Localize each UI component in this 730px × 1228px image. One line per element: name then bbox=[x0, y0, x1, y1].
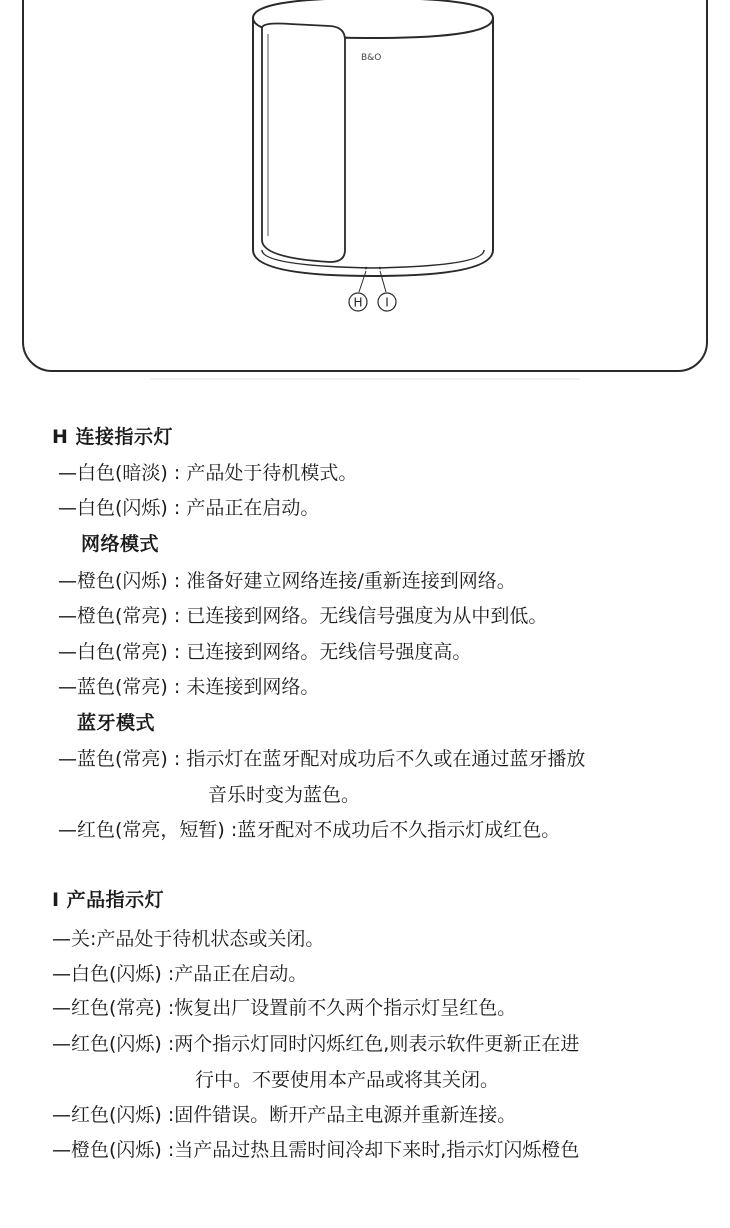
state-description: 产品正在启动。 bbox=[186, 497, 320, 519]
state-description: 已连接到网络。无线信号强度高。 bbox=[186, 641, 472, 663]
state-description: 产品正在启动。 bbox=[174, 963, 308, 985]
dash: — bbox=[58, 570, 77, 592]
indicator-h-dot bbox=[365, 267, 368, 270]
state-label: 红色(常亮) bbox=[71, 997, 162, 1019]
separator: : bbox=[224, 819, 238, 841]
state-label: 红色(常亮，短暂) bbox=[77, 819, 225, 841]
state-label: 红色(闪烁) bbox=[71, 1033, 162, 1055]
separator: : bbox=[167, 462, 187, 484]
list-item bbox=[52, 993, 516, 1020]
list-item bbox=[52, 1029, 579, 1056]
section-i-title: I 产品指示灯 bbox=[52, 889, 165, 911]
separator: : bbox=[161, 1139, 175, 1161]
separator: : bbox=[167, 497, 187, 519]
dash: — bbox=[58, 676, 77, 698]
state-description: 恢复出厂设置前不久两个指示灯呈红色。 bbox=[174, 997, 517, 1019]
state-label: 白色(闪烁) bbox=[71, 963, 162, 985]
list-item bbox=[52, 959, 307, 986]
callout-i-label: I bbox=[385, 295, 389, 310]
state-label: 蓝色(常亮) bbox=[77, 748, 168, 770]
dash: — bbox=[52, 1139, 71, 1161]
state-description: 准备好建立网络连接/重新连接到网络。 bbox=[186, 570, 516, 592]
separator: : bbox=[90, 928, 97, 950]
state-description: 当产品过热且需时间冷却下来时,指示灯闪烁橙色 bbox=[174, 1139, 580, 1161]
list-item bbox=[58, 601, 547, 628]
state-label: 橙色(闪烁) bbox=[71, 1139, 162, 1161]
bluetooth-mode-title: 蓝牙模式 bbox=[77, 712, 156, 734]
list-item-continuation bbox=[208, 780, 360, 807]
state-label: 橙色(闪烁) bbox=[77, 570, 168, 592]
dash: — bbox=[58, 748, 77, 770]
list-item bbox=[58, 815, 560, 842]
list-item bbox=[58, 566, 516, 593]
state-label: 红色(闪烁) bbox=[71, 1104, 162, 1126]
state-label: 白色(常亮) bbox=[77, 641, 168, 663]
state-description: 蓝牙配对不成功后不久指示灯成红色。 bbox=[237, 819, 561, 841]
list-item bbox=[58, 493, 319, 520]
dash: — bbox=[58, 819, 77, 841]
state-description: 未连接到网络。 bbox=[186, 676, 320, 698]
dash: — bbox=[52, 997, 71, 1019]
separator: : bbox=[161, 963, 175, 985]
state-label: 关 bbox=[71, 928, 91, 950]
separator: : bbox=[161, 997, 175, 1019]
list-item bbox=[58, 637, 471, 664]
list-item bbox=[52, 924, 324, 951]
dash: — bbox=[58, 497, 77, 519]
divider bbox=[150, 378, 580, 380]
dash: — bbox=[58, 605, 77, 627]
network-mode-title: 网络模式 bbox=[81, 533, 160, 555]
separator: : bbox=[167, 570, 187, 592]
speaker-illustration bbox=[0, 0, 730, 380]
state-description-cont: 行中。不要使用本产品或将其关闭。 bbox=[195, 1069, 500, 1091]
callout-h-label: H bbox=[353, 295, 363, 310]
state-label: 白色(暗淡) bbox=[77, 462, 168, 484]
indicator-i-dot bbox=[379, 267, 382, 270]
separator: : bbox=[167, 748, 187, 770]
list-item bbox=[58, 458, 357, 485]
list-item-continuation bbox=[195, 1065, 499, 1092]
state-description: 已连接到网络。无线信号强度为从中到低。 bbox=[186, 605, 548, 627]
dash: — bbox=[52, 1104, 71, 1126]
state-label: 蓝色(常亮) bbox=[77, 676, 168, 698]
speaker-front-panel bbox=[262, 24, 345, 263]
dash: — bbox=[58, 641, 77, 663]
brand-logo: B&O bbox=[361, 53, 382, 63]
state-label: 白色(闪烁) bbox=[77, 497, 168, 519]
dash: — bbox=[52, 928, 71, 950]
separator: : bbox=[161, 1104, 175, 1126]
state-label: 橙色(常亮) bbox=[77, 605, 168, 627]
state-description: 指示灯在蓝牙配对成功后不久或在通过蓝牙播放 bbox=[186, 748, 586, 770]
state-description-cont: 音乐时变为蓝色。 bbox=[208, 784, 361, 806]
dash: — bbox=[58, 462, 77, 484]
list-item bbox=[58, 744, 585, 771]
state-description: 两个指示灯同时闪烁红色,则表示软件更新正在进 bbox=[174, 1033, 580, 1055]
state-description: 产品处于待机模式。 bbox=[186, 462, 358, 484]
state-description: 固件错误。断开产品主电源并重新连接。 bbox=[174, 1104, 517, 1126]
separator: : bbox=[167, 641, 187, 663]
dash: — bbox=[52, 963, 71, 985]
state-description: 产品处于待机状态或关闭。 bbox=[96, 928, 325, 950]
separator: : bbox=[167, 676, 187, 698]
dash: — bbox=[52, 1033, 71, 1055]
separator: : bbox=[161, 1033, 175, 1055]
section-h-title: H 连接指示灯 bbox=[52, 426, 174, 448]
separator: : bbox=[167, 605, 187, 627]
list-item bbox=[52, 1135, 579, 1162]
list-item bbox=[52, 1100, 516, 1127]
list-item bbox=[58, 672, 319, 699]
